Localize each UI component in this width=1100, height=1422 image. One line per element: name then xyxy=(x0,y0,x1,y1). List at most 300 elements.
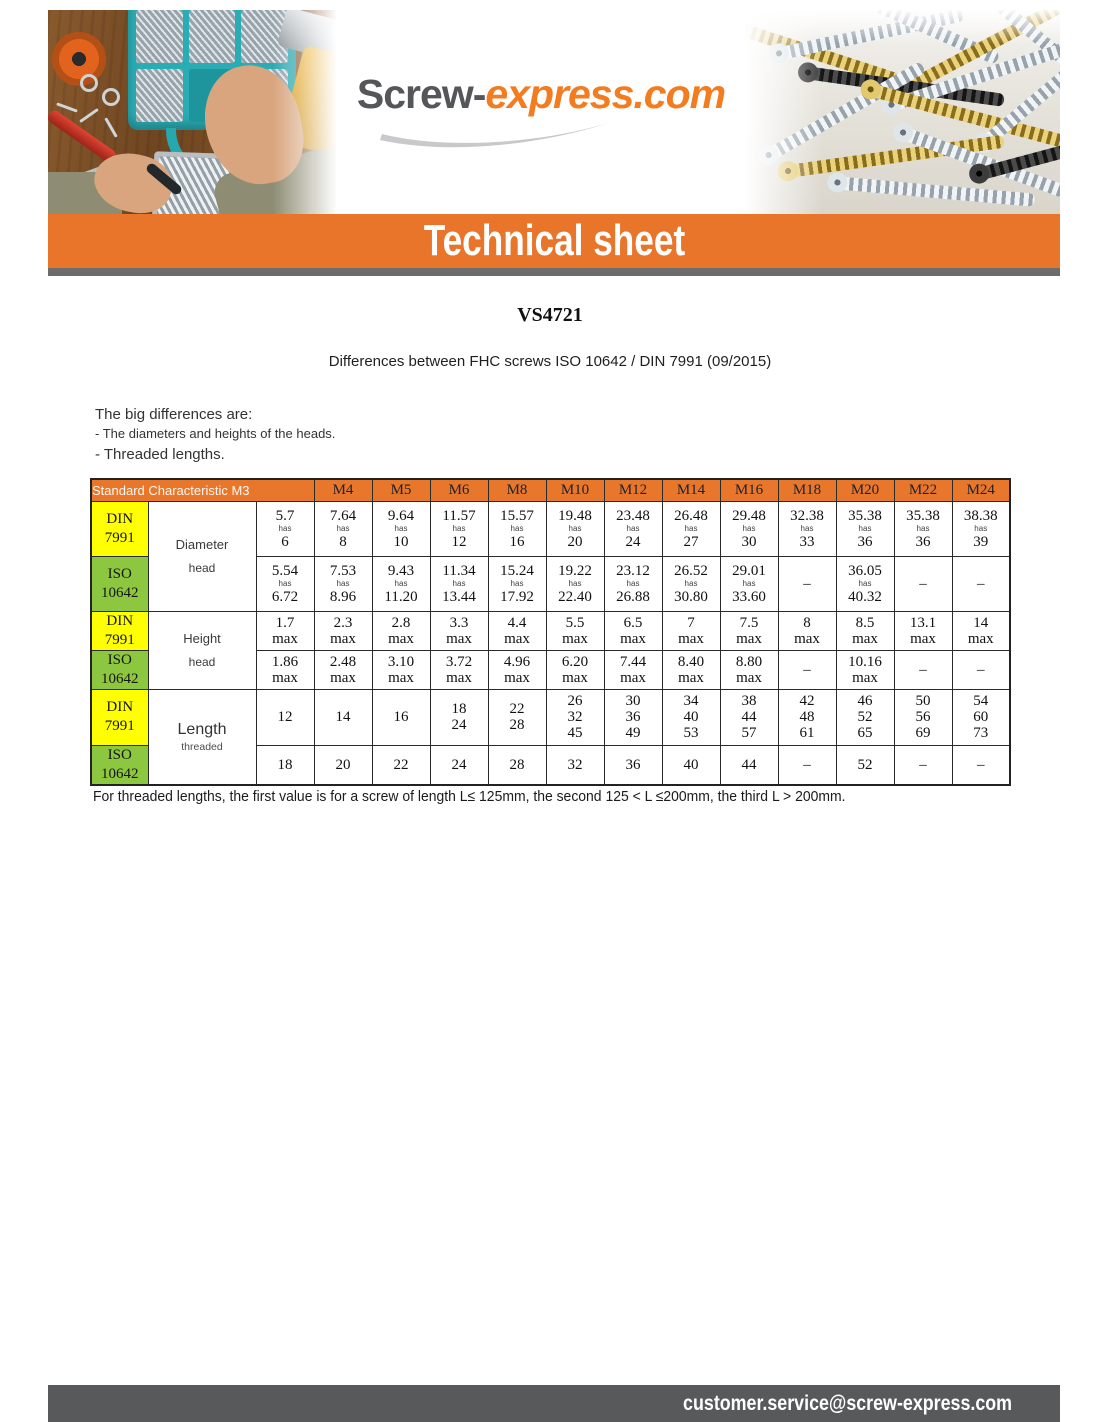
standard-label-line: DIN xyxy=(106,612,134,629)
value-cell-m10 xyxy=(546,501,604,556)
range-word: has xyxy=(568,523,582,533)
value-line: 28 xyxy=(509,717,525,733)
washer-shape xyxy=(80,74,98,92)
banner-divider xyxy=(48,268,1060,276)
value-line: max xyxy=(330,669,356,686)
value-line: – xyxy=(803,575,811,592)
document-reference: VS4721 xyxy=(517,304,583,326)
value-cell-m22 xyxy=(894,556,952,611)
value-line: 1.86 xyxy=(271,653,299,670)
characteristic-line: head xyxy=(188,561,216,575)
standard-cell-iso xyxy=(91,556,148,611)
value-line: 22 xyxy=(509,701,525,717)
value-line: 7.44 xyxy=(619,653,647,670)
value-cell-m22 xyxy=(894,689,952,745)
value-cell-m20 xyxy=(836,745,894,785)
value-cell-m20 xyxy=(836,650,894,689)
value-line: max xyxy=(562,630,588,647)
value-line: 19.48 xyxy=(558,507,592,524)
value-line: 32.38 xyxy=(790,507,824,524)
value-cell-m14 xyxy=(662,501,720,556)
value-cell-m16 xyxy=(720,689,778,745)
value-line: max xyxy=(562,669,588,686)
value-line: – xyxy=(803,756,811,773)
value-line: 18 xyxy=(277,756,293,773)
value-line: 24 xyxy=(451,717,467,733)
range-word: has xyxy=(452,578,466,588)
value-line: 36 xyxy=(625,756,641,773)
characteristic-cell xyxy=(148,689,256,785)
value-line: 26 xyxy=(567,693,583,709)
value-cell-m3 xyxy=(256,745,314,785)
intro-line: - The diameters and heights of the heads. xyxy=(95,426,336,441)
value-cell-m6 xyxy=(430,501,488,556)
value-line: max xyxy=(504,630,530,647)
value-line: 69 xyxy=(915,725,931,741)
value-line: max xyxy=(736,669,762,686)
standard-cell-iso xyxy=(91,745,148,785)
value-cell-m14 xyxy=(662,745,720,785)
range-word: has xyxy=(336,523,350,533)
value-cell-m6 xyxy=(430,650,488,689)
value-line: 7.64 xyxy=(329,507,357,524)
value-cell-m18 xyxy=(778,689,836,745)
value-line: 5.54 xyxy=(271,562,299,579)
value-line: 20 xyxy=(567,533,583,550)
standard-label-line: DIN xyxy=(106,510,134,527)
value-line: 9.43 xyxy=(387,562,415,579)
standard-label-line: ISO xyxy=(107,746,132,763)
value-line: max xyxy=(388,630,414,647)
value-line: 12 xyxy=(277,709,293,725)
value-cell-m4 xyxy=(314,650,372,689)
screw-shape xyxy=(104,117,118,138)
column-header-m16: M16 xyxy=(720,479,778,501)
screws-pile-photo xyxy=(745,10,1060,214)
value-line: max xyxy=(678,669,704,686)
workbench-photo xyxy=(48,10,337,214)
value-cell-m10 xyxy=(546,611,604,650)
value-cell-m24 xyxy=(952,611,1010,650)
value-line: – xyxy=(919,661,927,678)
value-line: 15.24 xyxy=(500,562,534,579)
column-header-m12: M12 xyxy=(604,479,662,501)
value-line: 3.3 xyxy=(449,614,469,631)
standard-label-line: 7991 xyxy=(104,529,135,546)
value-cell-m14 xyxy=(662,650,720,689)
value-line: max xyxy=(910,630,936,647)
standard-cell-din xyxy=(91,611,148,650)
range-word: has xyxy=(336,578,350,588)
standard-label-line: ISO xyxy=(107,651,132,668)
value-line: – xyxy=(977,575,985,592)
value-line: 52 xyxy=(857,756,873,773)
column-header-m22: M22 xyxy=(894,479,952,501)
value-line: max xyxy=(446,630,472,647)
value-line: 8 xyxy=(339,533,347,550)
column-header-m24: M24 xyxy=(952,479,1010,501)
value-line: max xyxy=(330,630,356,647)
value-line: 29.48 xyxy=(732,507,766,524)
value-cell-m8 xyxy=(488,650,546,689)
value-line: 7.5 xyxy=(739,614,759,631)
value-line: 22.40 xyxy=(558,588,592,605)
value-cell-m24 xyxy=(952,556,1010,611)
value-cell-m12 xyxy=(604,745,662,785)
column-header-m5: M5 xyxy=(372,479,430,501)
value-line: max xyxy=(504,669,530,686)
intro-line: - Threaded lengths. xyxy=(95,446,225,463)
value-line: – xyxy=(977,661,985,678)
value-line: 8.80 xyxy=(735,653,763,670)
range-word: has xyxy=(394,523,408,533)
value-line: 8.5 xyxy=(855,614,875,631)
value-cell-m6 xyxy=(430,745,488,785)
value-line: 42 xyxy=(799,693,815,709)
spec-table xyxy=(90,478,1011,786)
value-line: 40.32 xyxy=(848,588,882,605)
value-cell-m22 xyxy=(894,745,952,785)
value-line: 35.38 xyxy=(906,507,940,524)
header xyxy=(48,10,1060,214)
value-line: 30 xyxy=(741,533,757,550)
value-cell-m8 xyxy=(488,501,546,556)
value-line: max xyxy=(620,630,646,647)
value-cell-m12 xyxy=(604,611,662,650)
value-cell-m3 xyxy=(256,689,314,745)
range-word: has xyxy=(278,523,292,533)
value-line: 56 xyxy=(915,709,931,725)
value-cell-m4 xyxy=(314,689,372,745)
column-header-m6: M6 xyxy=(430,479,488,501)
range-word: has xyxy=(974,523,988,533)
drill-handle-shape xyxy=(279,45,337,156)
footer-bar xyxy=(48,1385,1060,1422)
value-cell-m18 xyxy=(778,745,836,785)
value-cell-m4 xyxy=(314,611,372,650)
compartment-shape xyxy=(136,69,183,122)
value-line: 35.38 xyxy=(848,507,882,524)
value-cell-m24 xyxy=(952,745,1010,785)
range-word: has xyxy=(510,578,524,588)
value-line: – xyxy=(977,756,985,773)
value-cell-m24 xyxy=(952,501,1010,556)
value-line: 11.57 xyxy=(442,507,476,524)
range-word: has xyxy=(394,578,408,588)
value-line: 4.96 xyxy=(503,653,531,670)
value-line: 57 xyxy=(741,725,757,741)
value-cell-m3 xyxy=(256,556,314,611)
value-line: 26.48 xyxy=(674,507,708,524)
value-cell-m10 xyxy=(546,556,604,611)
compartment-shape xyxy=(136,10,183,63)
range-word: has xyxy=(800,523,814,533)
value-line: 27 xyxy=(683,533,699,550)
value-line: 73 xyxy=(973,725,989,741)
value-line: max xyxy=(794,630,820,647)
value-line: 48 xyxy=(799,709,815,725)
value-line: 11.20 xyxy=(384,588,418,605)
value-cell-m14 xyxy=(662,611,720,650)
value-cell-m14 xyxy=(662,556,720,611)
column-header-m8: M8 xyxy=(488,479,546,501)
value-cell-m4 xyxy=(314,556,372,611)
value-line: 36 xyxy=(625,709,641,725)
value-line: 24 xyxy=(451,756,467,773)
column-header-m18: M18 xyxy=(778,479,836,501)
value-line: 2.8 xyxy=(391,614,411,631)
value-cell-m5 xyxy=(372,611,430,650)
range-word: has xyxy=(858,578,872,588)
value-cell-m24 xyxy=(952,689,1010,745)
tape-measure-shape xyxy=(52,32,106,86)
value-cell-m4 xyxy=(314,501,372,556)
value-line: 38 xyxy=(741,693,757,709)
logo-area xyxy=(337,10,745,214)
value-line: 65 xyxy=(857,725,873,741)
value-cell-m18 xyxy=(778,501,836,556)
column-header-m20: M20 xyxy=(836,479,894,501)
value-cell-m6 xyxy=(430,689,488,745)
table-footnote: For threaded lengths, the first value is for a screw of length L≤ 125mm, the second 125 < L ≤200mm, the third L > 200mm. xyxy=(93,788,846,805)
value-cell-m6 xyxy=(430,611,488,650)
value-line: 19.22 xyxy=(558,562,592,579)
value-line: 33.60 xyxy=(732,588,766,605)
logo-text-orange: express.com xyxy=(485,70,726,117)
characteristic-line: Diameter xyxy=(175,537,229,552)
value-line: 34 xyxy=(683,693,699,709)
value-cell-m10 xyxy=(546,689,604,745)
value-line: 2.48 xyxy=(329,653,357,670)
value-line: 10 xyxy=(393,533,409,550)
banner-title: Technical sheet xyxy=(423,216,685,265)
value-cell-m8 xyxy=(488,745,546,785)
standard-label-line: 7991 xyxy=(104,718,135,734)
value-line: 52 xyxy=(857,709,873,725)
value-cell-m3 xyxy=(256,501,314,556)
value-line: 3.72 xyxy=(445,653,473,670)
value-cell-m10 xyxy=(546,745,604,785)
range-word: has xyxy=(742,523,756,533)
value-line: 36.05 xyxy=(848,562,882,579)
value-line: 46 xyxy=(857,693,873,709)
value-line: 7 xyxy=(687,614,695,631)
value-line: 40 xyxy=(683,756,699,773)
range-word: has xyxy=(684,523,698,533)
screw-shape xyxy=(56,102,78,112)
document-subtitle: Differences between FHC screws ISO 10642 / DIN 7991 (09/2015) xyxy=(328,353,772,370)
value-cell-m18 xyxy=(778,611,836,650)
value-cell-m16 xyxy=(720,556,778,611)
standard-label-line: DIN xyxy=(106,699,134,715)
value-line: 28 xyxy=(509,756,525,773)
table-row xyxy=(91,611,1010,650)
value-cell-m8 xyxy=(488,611,546,650)
value-line: 17.92 xyxy=(500,588,534,605)
table-row xyxy=(91,501,1010,556)
drill-shape xyxy=(277,10,337,61)
intro-line: The big differences are: xyxy=(95,406,253,423)
range-word: has xyxy=(452,523,466,533)
standard-label-line: ISO xyxy=(107,565,132,582)
value-cell-m12 xyxy=(604,650,662,689)
value-line: 7.53 xyxy=(329,562,357,579)
table-header-merged-label: Standard Characteristic M3 xyxy=(91,479,314,501)
value-cell-m3 xyxy=(256,650,314,689)
value-line: 32 xyxy=(567,709,583,725)
value-line: 61 xyxy=(799,725,815,741)
value-line: 13.44 xyxy=(442,588,476,605)
value-line: max xyxy=(620,669,646,686)
value-line: 2.3 xyxy=(333,614,353,631)
compartment-shape xyxy=(241,10,288,63)
value-line: 12 xyxy=(451,533,467,550)
value-line: 44 xyxy=(741,756,757,773)
characteristic-cell xyxy=(148,611,256,689)
value-line: max xyxy=(852,630,878,647)
range-word: has xyxy=(626,523,640,533)
value-cell-m12 xyxy=(604,501,662,556)
value-cell-m24 xyxy=(952,650,1010,689)
value-line: 8 xyxy=(803,614,811,631)
value-cell-m8 xyxy=(488,556,546,611)
value-line: 14 xyxy=(335,709,351,725)
characteristic-line: Length xyxy=(177,720,227,738)
standard-cell-din xyxy=(91,501,148,556)
value-line: 10.16 xyxy=(848,653,882,670)
table-row xyxy=(91,689,1010,745)
value-cell-m20 xyxy=(836,611,894,650)
value-line: 30 xyxy=(625,693,641,709)
value-cell-m5 xyxy=(372,745,430,785)
value-line: max xyxy=(446,669,472,686)
screw-shape xyxy=(79,108,99,123)
value-line: – xyxy=(803,661,811,678)
intro-paragraph xyxy=(95,406,335,463)
title-banner xyxy=(48,214,1060,268)
standard-label-line: 7991 xyxy=(104,631,135,648)
value-line: 1.7 xyxy=(275,614,295,631)
screw-shape xyxy=(835,176,1035,206)
standard-label-line: 10642 xyxy=(101,670,139,687)
range-word: has xyxy=(510,523,524,533)
value-cell-m4 xyxy=(314,745,372,785)
value-line: – xyxy=(919,575,927,592)
value-cell-m8 xyxy=(488,689,546,745)
range-word: has xyxy=(278,578,292,588)
value-line: 45 xyxy=(567,725,583,741)
value-cell-m3 xyxy=(256,611,314,650)
value-line: 13.1 xyxy=(909,614,937,631)
value-line: max xyxy=(967,630,994,647)
value-line: 16 xyxy=(393,709,409,725)
column-header-m4: M4 xyxy=(314,479,372,501)
value-line: max xyxy=(388,669,414,686)
value-cell-m20 xyxy=(836,501,894,556)
compartment-shape xyxy=(189,10,236,63)
value-line: 5.5 xyxy=(565,614,585,631)
standard-cell-din xyxy=(91,689,148,745)
value-line: 44 xyxy=(741,709,757,725)
value-cell-m20 xyxy=(836,556,894,611)
value-line: 24 xyxy=(625,533,641,550)
value-line: max xyxy=(272,669,298,686)
value-line: 6 xyxy=(281,533,289,550)
value-line: 6.20 xyxy=(561,653,589,670)
range-word: has xyxy=(916,523,930,533)
value-line: 53 xyxy=(683,725,699,741)
value-cell-m16 xyxy=(720,611,778,650)
value-line: 8.96 xyxy=(329,588,357,605)
column-header-m10: M10 xyxy=(546,479,604,501)
range-word: has xyxy=(684,578,698,588)
value-line: 8.40 xyxy=(677,653,705,670)
value-line: 22 xyxy=(393,756,409,773)
value-line: 16 xyxy=(509,533,525,550)
value-cell-m5 xyxy=(372,556,430,611)
value-cell-m12 xyxy=(604,689,662,745)
standard-label-line: 10642 xyxy=(101,584,139,601)
screw-shape xyxy=(776,10,965,61)
washer-shape xyxy=(102,88,120,106)
value-line: max xyxy=(272,630,298,647)
value-line: 5.7 xyxy=(275,507,295,524)
range-word: has xyxy=(858,523,872,533)
value-line: 50 xyxy=(915,693,931,709)
characteristic-cell xyxy=(148,501,256,611)
logo-text-gray: Screw- xyxy=(356,70,486,117)
value-line: – xyxy=(919,756,927,773)
range-word: has xyxy=(568,578,582,588)
value-cell-m14 xyxy=(662,689,720,745)
value-line: 49 xyxy=(625,725,641,741)
range-word: has xyxy=(626,578,640,588)
contact-email: customer.service@screw-express.com xyxy=(683,1391,1012,1415)
value-line: 15.57 xyxy=(500,507,534,524)
range-word: has xyxy=(742,578,756,588)
value-cell-m22 xyxy=(894,611,952,650)
value-line: 38.38 xyxy=(963,507,998,524)
value-line: 36 xyxy=(857,533,873,550)
value-line: 36 xyxy=(915,533,931,550)
standard-cell-iso xyxy=(91,650,148,689)
value-line: 33 xyxy=(799,533,815,550)
characteristic-line: head xyxy=(188,655,216,669)
value-cell-m5 xyxy=(372,501,430,556)
value-line: 29.01 xyxy=(732,562,766,579)
value-line: 9.64 xyxy=(387,507,415,524)
value-line: 26.52 xyxy=(674,562,708,579)
value-cell-m10 xyxy=(546,650,604,689)
column-header-m14: M14 xyxy=(662,479,720,501)
value-line: 60 xyxy=(973,709,989,725)
logo xyxy=(357,71,725,118)
value-cell-m16 xyxy=(720,745,778,785)
value-line: 39 xyxy=(973,533,989,550)
value-cell-m18 xyxy=(778,650,836,689)
value-line: max xyxy=(852,669,878,686)
value-line: 11.34 xyxy=(442,562,476,579)
value-cell-m5 xyxy=(372,650,430,689)
value-line: 14 xyxy=(973,614,989,631)
value-line: max xyxy=(678,630,704,647)
value-line: 18 xyxy=(451,701,467,717)
value-line: max xyxy=(736,630,762,647)
logo-swoosh xyxy=(374,118,624,154)
value-cell-m16 xyxy=(720,650,778,689)
value-line: 32 xyxy=(567,756,583,773)
value-line: 30.80 xyxy=(674,588,708,605)
